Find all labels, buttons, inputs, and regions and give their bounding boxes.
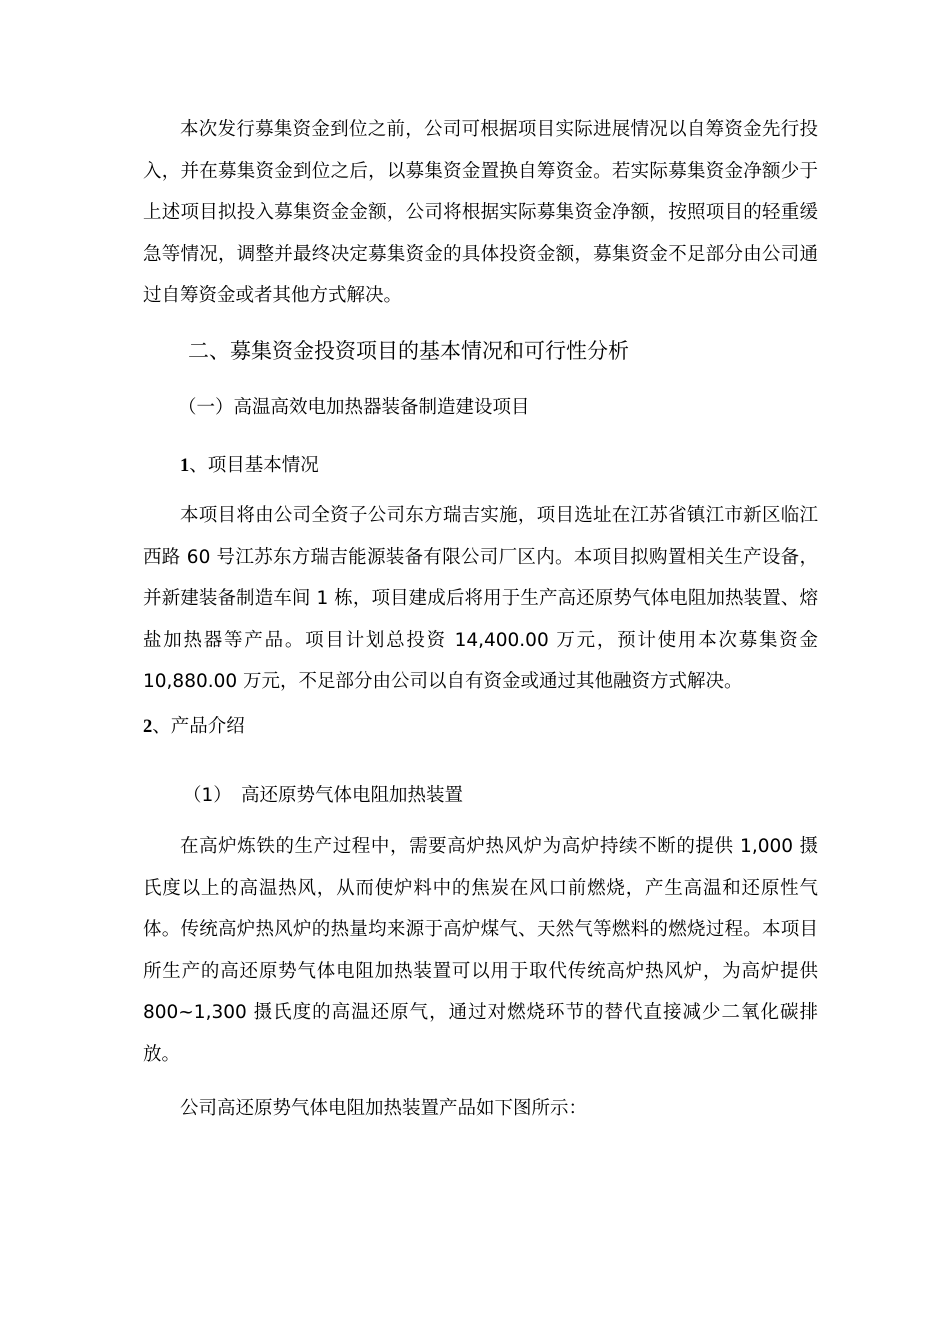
heading-product-intro [143,712,245,738]
product-item-paragraph: 在高炉炼铁的生产过程中，需要高炉热风炉为高炉持续不断的提供 1,000 摄氏度以上的高温热风，从而使炉料中的焦炭在风口前燃烧，产生高温和还原性气体。传统高炉热风炉的热量均来源于高炉煤气、天然气等燃料的燃烧过程。本项目所生产的高还原势气体电阻加热装置可以用于取代传统高炉热风炉，为高炉提供 800~1,300 摄氏度的高温还原气，通过对燃烧环节的替代直接减少二氧化碳排放。 [143,836,818,1065]
basic-info-paragraph: 本项目将由公司全资子公司东方瑞吉实施，项目选址在江苏省镇江市新区临江西路 60 号江苏东方瑞吉能源装备有限公司厂区内。本项目拟购置相关生产设备，并新建装备制造车间 1 栋，项目建成后将用于生产高还原势气体电阻加热装置、熔盐加热器等产品。项目计划总投资 14,400.00 万元，预计使用本次募集资金 10,880.00 万元，不足部分由公司以自有资金或通过其他融资方式解决。 [143,505,818,692]
section-title: 二、募集资金投资项目的基本情况和可行性分析 [188,339,629,363]
figure-caption: 公司高还原势气体电阻加热装置产品如下图所示： [180,1098,588,1119]
product-item-title: （1） 高还原势气体电阻加热装置 [183,785,464,806]
heading-label: 、产品介绍 [152,716,245,737]
heading-number: 1 [180,456,190,476]
heading-number: 2 [143,717,153,737]
intro-paragraph: 本次发行募集资金到位之前，公司可根据项目实际进展情况以自筹资金先行投入，并在募集资金到位之后，以募集资金置换自筹资金。若实际募集资金净额少于上述项目拟投入募集资金金额，公司将根据实际募集资金净额，按照项目的轻重缓急等情况，调整并最终决定募集资金的具体投资金额，募集资金不足部分由公司通过自筹资金或者其他方式解决。 [143,119,818,306]
heading-label: 、项目基本情况 [189,455,319,476]
subsection-title: （一）高温高效电加热器装备制造建设项目 [178,397,530,418]
heading-basic-info [180,451,319,477]
